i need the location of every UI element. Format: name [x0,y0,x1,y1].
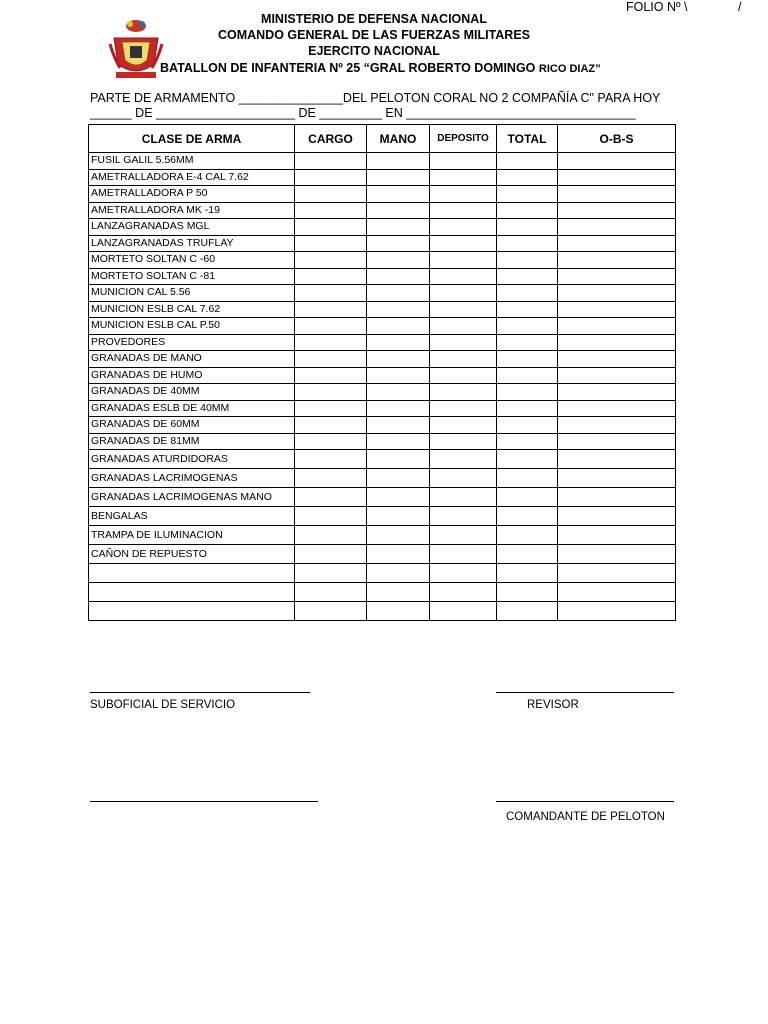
cell-cargo[interactable] [295,450,367,469]
cell-total[interactable] [497,219,558,236]
cell-deposito[interactable] [430,252,497,269]
cell-clase: GRANADAS DE HUMO [89,367,295,384]
cell-deposito[interactable] [430,301,497,318]
col-header-cargo: CARGO [295,125,367,153]
cell-mano[interactable] [367,583,430,602]
cell-deposito[interactable] [430,564,497,583]
cell-mano[interactable] [367,252,430,269]
cell-cargo[interactable] [295,186,367,203]
cell-deposito[interactable] [430,351,497,368]
cell-clase: MUNICION ESLB CAL P.50 [89,318,295,335]
col-header-obs: O-B-S [558,125,676,153]
cell-obs[interactable] [558,285,676,302]
table-row [89,301,676,318]
cell-cargo[interactable] [295,219,367,236]
cell-cargo[interactable] [295,433,367,450]
table-row [89,153,676,170]
cell-mano[interactable] [367,417,430,434]
cell-cargo[interactable] [295,268,367,285]
cell-cargo[interactable] [295,334,367,351]
cell-obs[interactable] [558,351,676,368]
cell-mano[interactable] [367,268,430,285]
cell-obs[interactable] [558,153,676,170]
cell-mano[interactable] [367,153,430,170]
table-row [89,202,676,219]
cell-clase: AMETRALLADORA P 50 [89,186,295,203]
table-row [89,268,676,285]
table-row [89,602,676,621]
cell-deposito[interactable] [430,433,497,450]
cell-obs[interactable] [558,488,676,507]
folio-slash: / [738,0,742,14]
cell-mano[interactable] [367,507,430,526]
table-row [89,186,676,203]
col-header-clase: CLASE DE ARMA [89,125,295,153]
cell-mano[interactable] [367,526,430,545]
signature-line-blank [90,801,318,802]
cell-obs[interactable] [558,417,676,434]
cell-obs[interactable] [558,367,676,384]
cell-obs[interactable] [558,545,676,564]
cell-total[interactable] [497,301,558,318]
table-row [89,469,676,488]
cell-cargo[interactable] [295,202,367,219]
cell-clase: MORTETO SOLTAN C -81 [89,268,295,285]
cell-obs[interactable] [558,235,676,252]
cell-deposito[interactable] [430,285,497,302]
cell-deposito[interactable] [430,186,497,203]
table-row [89,285,676,302]
cell-clase: GRANADAS ATURDIDORAS [89,450,295,469]
table-row [89,169,676,186]
cell-deposito[interactable] [430,219,497,236]
cell-deposito[interactable] [430,417,497,434]
cell-total[interactable] [497,318,558,335]
table-row [89,400,676,417]
cell-cargo[interactable] [295,169,367,186]
cell-deposito[interactable] [430,334,497,351]
cell-total[interactable] [497,400,558,417]
signature-line-revisor [496,692,674,693]
form-line-2: ______ DE ____________________ DE _________ EN _________________________________ [90,106,636,120]
cell-mano[interactable] [367,545,430,564]
cell-total[interactable] [497,469,558,488]
cell-cargo[interactable] [295,564,367,583]
table-row [89,367,676,384]
cell-obs[interactable] [558,507,676,526]
cell-mano[interactable] [367,384,430,401]
table-row [89,526,676,545]
cell-mano[interactable] [367,469,430,488]
header-ministerio: MINISTERIO DE DEFENSA NACIONAL [261,12,487,26]
cell-total[interactable] [497,268,558,285]
cell-mano[interactable] [367,202,430,219]
cell-clase: LANZAGRANADAS MGL [89,219,295,236]
cell-clase: MUNICION CAL 5.56 [89,285,295,302]
cell-obs[interactable] [558,564,676,583]
cell-cargo[interactable] [295,417,367,434]
cell-deposito[interactable] [430,602,497,621]
cell-obs[interactable] [558,469,676,488]
cell-deposito[interactable] [430,235,497,252]
table-row [89,318,676,335]
cell-mano[interactable] [367,219,430,236]
cell-total[interactable] [497,169,558,186]
cell-obs[interactable] [558,301,676,318]
cell-obs[interactable] [558,400,676,417]
table-row [89,564,676,583]
cell-obs[interactable] [558,602,676,621]
cell-cargo[interactable] [295,545,367,564]
cell-deposito[interactable] [430,545,497,564]
cell-cargo[interactable] [295,602,367,621]
cell-deposito[interactable] [430,367,497,384]
cell-clase [89,564,295,583]
cell-total[interactable] [497,252,558,269]
cell-cargo[interactable] [295,384,367,401]
cell-clase: GRANADAS ESLB DE 40MM [89,400,295,417]
cell-obs[interactable] [558,318,676,335]
cell-total[interactable] [497,507,558,526]
header-batallon-small: RICO DIAZ” [538,63,601,75]
cell-mano[interactable] [367,450,430,469]
cell-obs[interactable] [558,526,676,545]
cell-total[interactable] [497,545,558,564]
cell-total[interactable] [497,384,558,401]
cell-mano[interactable] [367,186,430,203]
cell-deposito[interactable] [430,526,497,545]
cell-mano[interactable] [367,351,430,368]
cell-mano[interactable] [367,334,430,351]
table-row [89,417,676,434]
cell-cargo[interactable] [295,301,367,318]
cell-total[interactable] [497,417,558,434]
cell-total[interactable] [497,202,558,219]
cell-deposito[interactable] [430,268,497,285]
cell-deposito[interactable] [430,202,497,219]
cell-deposito[interactable] [430,583,497,602]
cell-mano[interactable] [367,400,430,417]
cell-obs[interactable] [558,202,676,219]
header-batallon [160,61,601,75]
table-header-row [89,125,676,153]
armament-table [88,124,676,621]
cell-mano[interactable] [367,301,430,318]
signature-line-comandante [496,801,674,802]
cell-cargo[interactable] [295,367,367,384]
cell-mano[interactable] [367,433,430,450]
cell-clase: GRANADAS DE 60MM [89,417,295,434]
table-row [89,583,676,602]
cell-cargo[interactable] [295,469,367,488]
cell-total[interactable] [497,450,558,469]
cell-total[interactable] [497,433,558,450]
col-header-mano: MANO [367,125,430,153]
cell-clase: GRANADAS DE MANO [89,351,295,368]
header-comando: COMANDO GENERAL DE LAS FUERZAS MILITARES [217,28,531,42]
cell-mano[interactable] [367,564,430,583]
col-header-total: TOTAL [497,125,558,153]
signature-label-suboficial: SUBOFICIAL DE SERVICIO [90,699,236,711]
cell-clase: LANZAGRANADAS TRUFLAY [89,235,295,252]
cell-clase: GRANADAS DE 40MM [89,384,295,401]
cell-obs[interactable] [558,268,676,285]
cell-total[interactable] [497,602,558,621]
cell-deposito[interactable] [430,400,497,417]
cell-obs[interactable] [558,433,676,450]
table-body [89,153,676,621]
cell-total[interactable] [497,186,558,203]
signature-label-revisor: REVISOR [527,699,579,711]
cell-deposito[interactable] [430,450,497,469]
cell-cargo[interactable] [295,318,367,335]
cell-total[interactable] [497,526,558,545]
cell-clase: AMETRALLADORA E-4 CAL 7.62 [89,169,295,186]
cell-clase: GRANADAS LACRIMOGENAS [89,469,295,488]
cell-cargo[interactable] [295,351,367,368]
table-row [89,219,676,236]
cell-obs[interactable] [558,252,676,269]
cell-obs[interactable] [558,186,676,203]
signature-line-suboficial [90,692,310,693]
cell-mano[interactable] [367,285,430,302]
cell-deposito[interactable] [430,507,497,526]
cell-clase: FUSIL GALIL 5.56MM [89,153,295,170]
cell-obs[interactable] [558,334,676,351]
cell-cargo[interactable] [295,235,367,252]
cell-clase [89,583,295,602]
cell-mano[interactable] [367,169,430,186]
cell-clase: BENGALAS [89,507,295,526]
table-row [89,334,676,351]
header-ejercito: EJERCITO NACIONAL [308,44,440,58]
table-row [89,384,676,401]
cell-clase: GRANADAS DE 81MM [89,433,295,450]
cell-total[interactable] [497,153,558,170]
table-row [89,450,676,469]
cell-total[interactable] [497,351,558,368]
cell-total[interactable] [497,367,558,384]
cell-mano[interactable] [367,602,430,621]
cell-clase: TRAMPA DE ILUMINACION [89,526,295,545]
signature-label-comandante: COMANDANTE DE PELOTON [506,811,665,823]
table-row [89,235,676,252]
table-row [89,433,676,450]
cell-clase: CAÑON DE REPUESTO [89,545,295,564]
cell-deposito[interactable] [430,384,497,401]
cell-cargo[interactable] [295,507,367,526]
table-row [89,545,676,564]
cell-total[interactable] [497,488,558,507]
cell-mano[interactable] [367,367,430,384]
table-row [89,252,676,269]
header-batallon-main: BATALLON DE INFANTERIA Nº 25 “GRAL ROBERTO DOMINGO [160,61,536,75]
cell-cargo[interactable] [295,252,367,269]
cell-cargo[interactable] [295,153,367,170]
cell-cargo[interactable] [295,488,367,507]
cell-deposito[interactable] [430,318,497,335]
cell-obs[interactable] [558,219,676,236]
cell-total[interactable] [497,285,558,302]
cell-mano[interactable] [367,488,430,507]
table-row [89,507,676,526]
col-header-deposito: DEPOSITO [430,125,497,153]
cell-cargo[interactable] [295,526,367,545]
table-row [89,488,676,507]
cell-total[interactable] [497,334,558,351]
cell-total[interactable] [497,583,558,602]
cell-obs[interactable] [558,384,676,401]
cell-deposito[interactable] [430,488,497,507]
form-line-1: PARTE DE ARMAMENTO _______________DEL PELOTON CORAL NO 2 COMPAÑÍA C" PARA HOY [90,91,661,105]
table-row [89,351,676,368]
cell-obs[interactable] [558,583,676,602]
cell-total[interactable] [497,564,558,583]
cell-clase: MORTETO SOLTAN C -60 [89,252,295,269]
cell-cargo[interactable] [295,285,367,302]
cell-mano[interactable] [367,318,430,335]
cell-cargo[interactable] [295,583,367,602]
cell-deposito[interactable] [430,153,497,170]
cell-obs[interactable] [558,450,676,469]
cell-clase: PROVEDORES [89,334,295,351]
cell-obs[interactable] [558,169,676,186]
cell-total[interactable] [497,235,558,252]
cell-clase: GRANADAS LACRIMOGENAS MANO [89,488,295,507]
cell-mano[interactable] [367,235,430,252]
cell-deposito[interactable] [430,469,497,488]
folio-label: FOLIO Nº \ [626,0,688,14]
cell-clase [89,602,295,621]
cell-clase: AMETRALLADORA MK -19 [89,202,295,219]
cell-clase: MUNICION ESLB CAL 7.62 [89,301,295,318]
cell-cargo[interactable] [295,400,367,417]
cell-deposito[interactable] [430,169,497,186]
